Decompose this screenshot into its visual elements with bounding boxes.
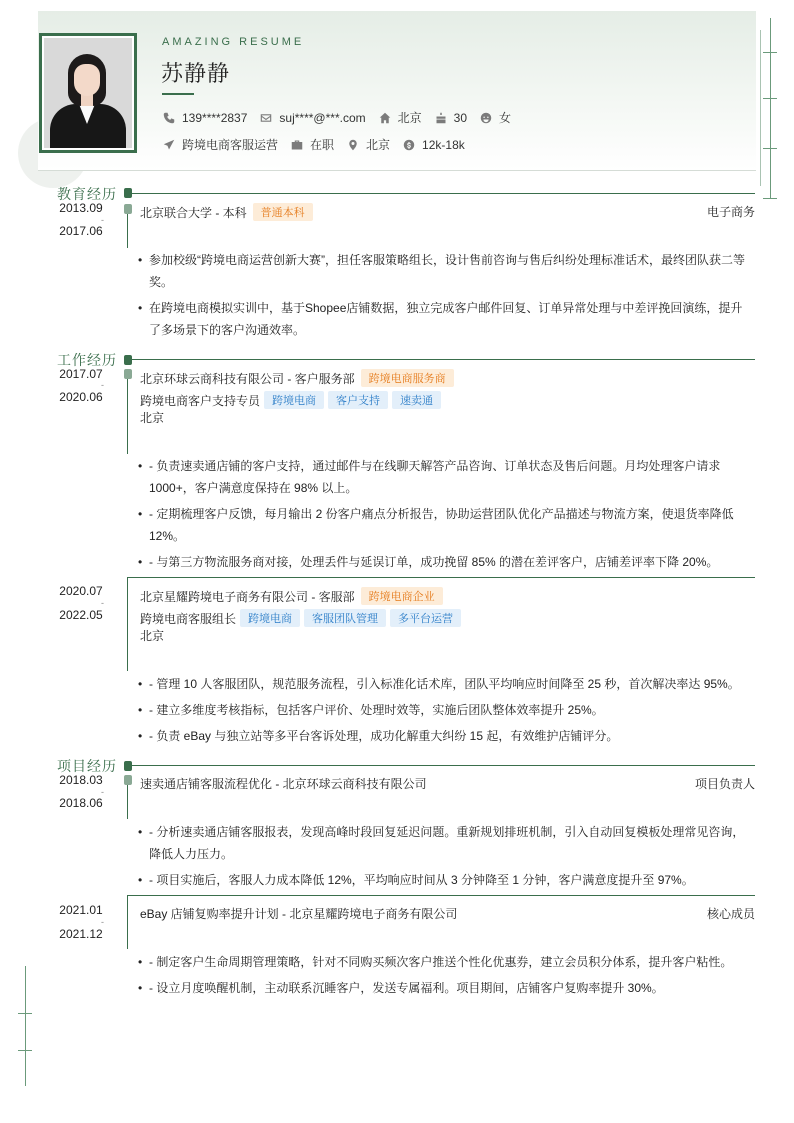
timeline-line (127, 785, 128, 819)
edu-end-date: 2017.06 (59, 224, 103, 238)
info-row-primary (162, 109, 523, 126)
phone-text: 139****2837 (182, 110, 248, 125)
resume-header (38, 11, 756, 171)
target-job-text: 跨境电商客服运营 (182, 138, 279, 152)
timeline-line (127, 577, 128, 671)
edu-major: 电子商务 (706, 205, 755, 219)
phone-icon (162, 111, 176, 125)
list-item: • - 负责速卖通店铺的客户支持，通过邮件与在线聊天解答产品咨询、订单状态及售后问题。月均处理客户请求1000+，客户满意度保持在 98% 以上。 (138, 455, 750, 499)
send-icon (162, 138, 176, 152)
section-divider (131, 765, 755, 766)
list-item: • - 定期梳理客户反馈，每月输出 2 份客户痛点分析报告，协助运营团队优化产品描述与物流方案，使退货率降低12%。 (138, 503, 750, 547)
skill-tag: 跨境电商 (264, 391, 324, 409)
timeline-line (127, 214, 128, 248)
entry-node (124, 369, 132, 379)
proj1-end-date: 2018.06 (59, 796, 103, 810)
decorative-tick (763, 148, 777, 149)
entry-node (124, 775, 132, 785)
work1-start-date: 2017.07 (59, 367, 103, 381)
edu-entry-title (140, 203, 313, 221)
proj2-role: 核心成员 (706, 907, 755, 921)
skill-tag: 客服团队管理 (304, 609, 386, 627)
skill-tag: 客户支持 (328, 391, 388, 409)
money-icon (402, 138, 416, 152)
work2-end-date: 2022.05 (59, 608, 103, 622)
section-title-work: 工作经历 (57, 353, 117, 369)
home-text: 北京 (397, 111, 422, 125)
edu-start-date: 2013.09 (59, 201, 103, 215)
info-home (378, 109, 422, 126)
info-city (346, 136, 390, 153)
date-dash: - (101, 215, 104, 225)
briefcase-icon (290, 138, 304, 152)
date-dash: - (101, 917, 104, 927)
proj2-start-date: 2021.01 (59, 903, 103, 917)
work1-end-date: 2020.06 (59, 390, 103, 404)
skill-tag: 速卖通 (392, 391, 441, 409)
face-icon (479, 111, 493, 125)
work2-entry-title (140, 587, 443, 605)
school-tag: 普通本科 (253, 203, 313, 221)
date-dash: - (101, 787, 104, 797)
resume-tagline: AMAZING RESUME (162, 36, 305, 48)
portrait-photo (44, 38, 132, 148)
salary-text: 12k-18k (422, 137, 465, 152)
decorative-line (760, 30, 761, 186)
date-dash: - (101, 380, 104, 390)
decorative-tick (763, 198, 777, 199)
section-title-projects: 项目经历 (57, 759, 117, 775)
decorative-line (25, 966, 26, 1086)
list-item: • - 与第三方物流服务商对接，处理丢件与延误订单，成功挽留 85% 的潜在差评客户，店铺差评率下降 20%。 (138, 551, 750, 573)
section-divider (131, 359, 755, 360)
timeline-line (127, 379, 128, 454)
candidate-name: 苏静静 (161, 62, 231, 87)
info-status (290, 136, 334, 153)
info-phone (162, 111, 247, 125)
info-email (259, 111, 365, 125)
decorative-tick (18, 1013, 32, 1014)
list-item: • - 项目实施后，客服人力成本降低 12%，平均响应时间从 3 分钟降至 1 分钟，客户满意度提升至 97%。 (138, 869, 750, 891)
list-item: • - 制定客户生命周期管理策略，针对不同购买频次客户推送个性化优惠券，建立会员积分体系，提升客户粘性。 (138, 951, 750, 973)
mail-icon (259, 111, 273, 125)
cake-icon (434, 111, 448, 125)
decorative-tick (18, 1050, 32, 1051)
work1-entry-title (140, 369, 454, 387)
info-age (434, 111, 467, 125)
info-row-secondary (162, 136, 477, 153)
section-node (124, 761, 132, 771)
list-item: • - 设立月度唤醒机制，主动联系沉睡客户，发送专属福利。项目期间，店铺客户复购率提升 30%。 (138, 977, 750, 999)
section-title-education: 教育经历 (57, 187, 117, 203)
name-underline (162, 93, 194, 95)
proj1-title: 速卖通店铺客服流程优化 - 北京环球云商科技有限公司 (140, 777, 427, 791)
date-dash: - (101, 598, 104, 608)
section-divider (131, 193, 755, 194)
entry-divider (127, 895, 755, 896)
work2-role-line (140, 609, 461, 627)
company-tag: 跨境电商服务商 (361, 369, 454, 387)
edu-bullets (138, 249, 750, 345)
list-item: • - 负责 eBay 与独立站等多平台客诉处理，成功化解重大纠纷 15 起，有效维护店铺评分。 (138, 725, 750, 747)
work2-start-date: 2020.07 (59, 584, 103, 598)
list-item: • - 建立多维度考核指标，包括客户评价、处理时效等，实施后团队整体效率提升 25%。 (138, 699, 750, 721)
home-icon (378, 111, 392, 125)
section-node (124, 355, 132, 365)
decorative-tick (763, 98, 777, 99)
info-salary (402, 138, 465, 152)
email-text: suj****@***.com (279, 110, 366, 125)
status-text: 在职 (310, 138, 335, 152)
skill-tag: 多平台运营 (390, 609, 461, 627)
proj1-start-date: 2018.03 (59, 773, 103, 787)
proj1-role: 项目负责人 (694, 777, 755, 791)
age-text: 30 (453, 110, 467, 125)
location-pin-icon (346, 138, 360, 152)
decorative-tick (763, 52, 777, 53)
gender-text: 女 (499, 111, 512, 125)
city-text: 北京 (366, 138, 391, 152)
list-item: • 参加校级“跨境电商运营创新大赛”，担任客服策略组长，设计售前咨询与售后纠纷处理标准话术，最终团队获二等奖。 (138, 249, 750, 293)
proj2-end-date: 2021.12 (59, 927, 103, 941)
work2-bullets (138, 673, 750, 751)
list-item: • - 分析速卖通店铺客服报表，发现高峰时段回复延迟问题。重新规划排班机制，引入自动回复模板处理常见咨询，降低人力压力。 (138, 821, 750, 865)
skill-tag: 跨境电商 (240, 609, 300, 627)
school-degree: 北京联合大学 - 本科 (140, 205, 247, 220)
company-dept: 北京星耀跨境电子商务有限公司 - 客服部 (140, 589, 355, 604)
info-target-job (162, 136, 278, 153)
proj2-title: eBay 店铺复购率提升计划 - 北京星耀跨境电子商务有限公司 (140, 907, 458, 921)
job-role: 跨境电商客服组长 (140, 611, 237, 626)
work1-city: 北京 (140, 411, 165, 425)
entry-divider (127, 577, 755, 578)
list-item: • - 管理 10 人客服团队，规范服务流程，引入标准化话术库，团队平均响应时间降至 25 秒，首次解决率达 95%。 (138, 673, 750, 695)
list-item: • 在跨境电商模拟实训中，基于Shopee店铺数据，独立完成客户邮件回复、订单异常处理与中差评挽回演练，提升了多场景下的客户沟通效率。 (138, 297, 750, 341)
proj2-bullets (138, 951, 750, 1003)
decorative-line (770, 18, 771, 198)
work1-role-line (140, 391, 441, 409)
info-gender (479, 109, 511, 126)
timeline-line (127, 895, 128, 949)
company-dept: 北京环球云商科技有限公司 - 客户服务部 (140, 371, 355, 386)
work1-bullets (138, 455, 750, 577)
entry-node (124, 204, 132, 214)
proj1-bullets (138, 821, 750, 895)
job-role: 跨境电商客户支持专员 (140, 393, 261, 408)
work2-city: 北京 (140, 629, 165, 643)
company-tag: 跨境电商企业 (361, 587, 443, 605)
avatar (39, 33, 137, 153)
